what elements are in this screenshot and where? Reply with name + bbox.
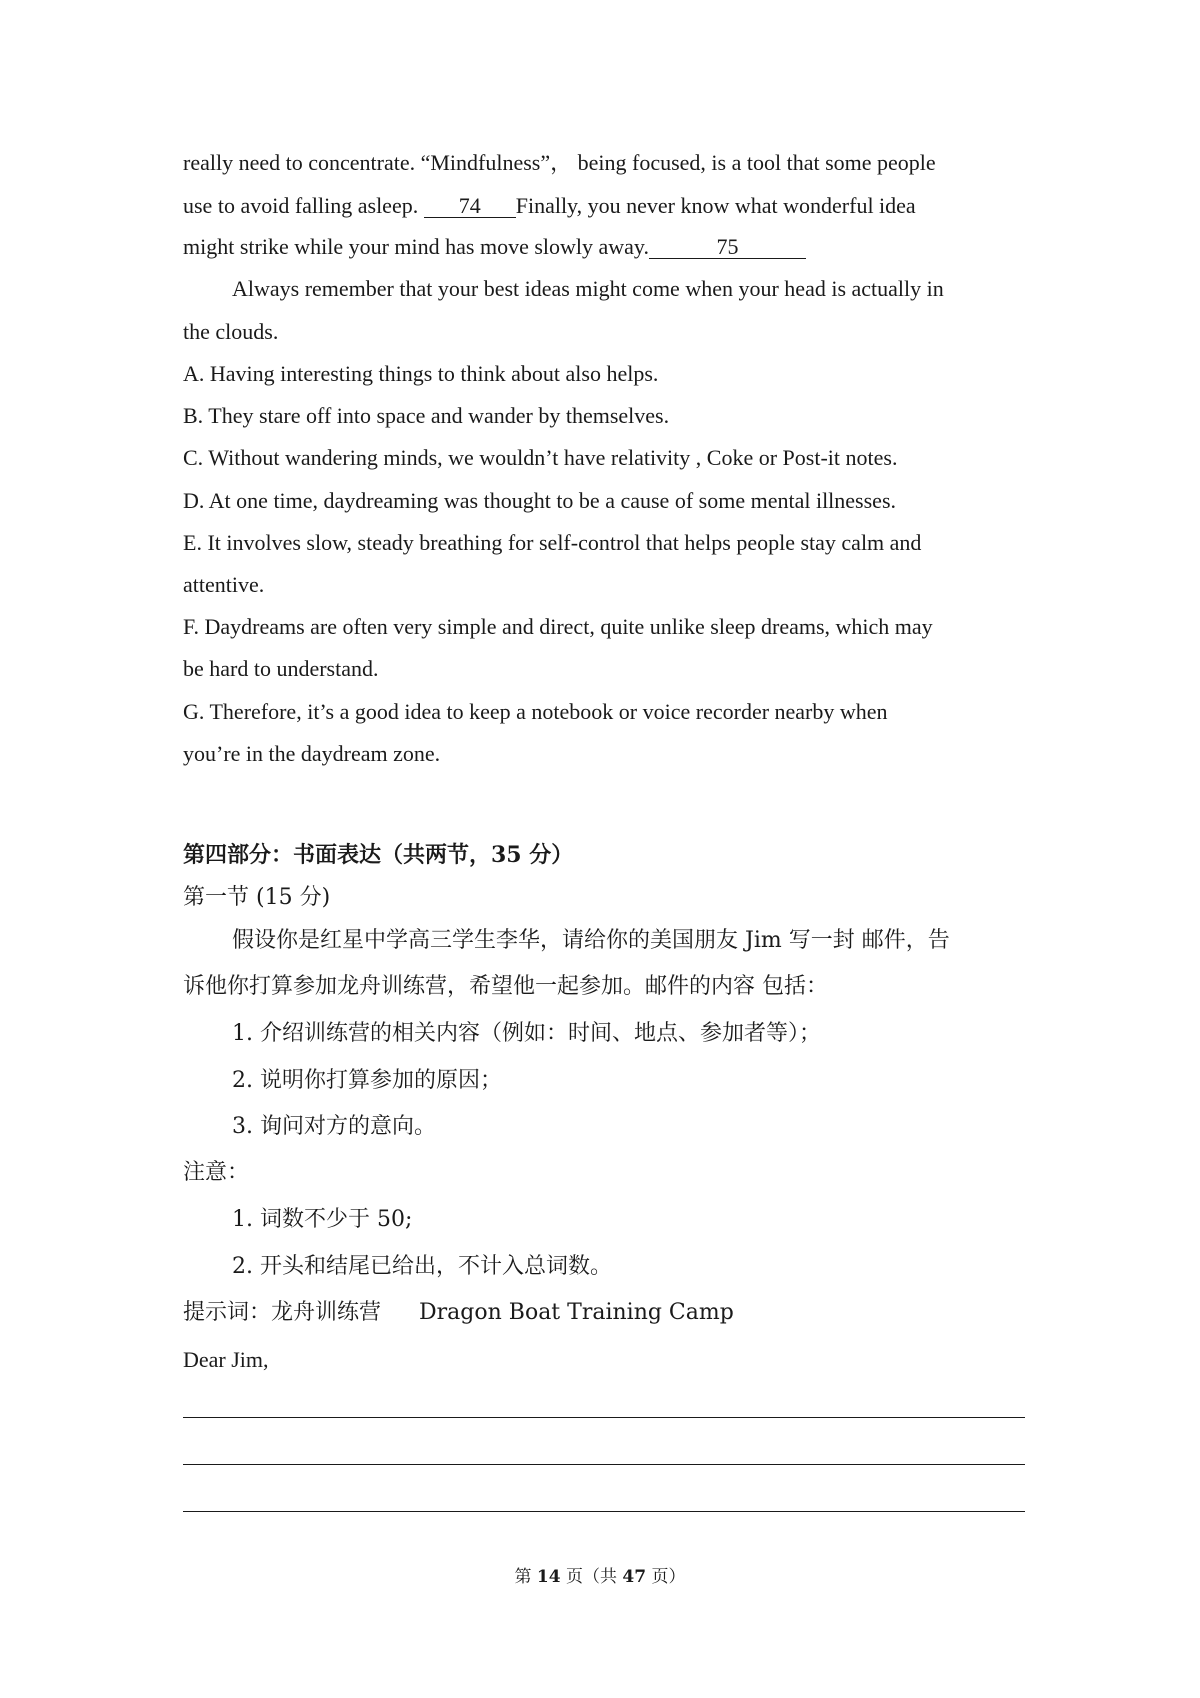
- passage-line: really need to concentrate. “Mindfulness”， being focused, is a tool that some people: [183, 150, 936, 175]
- passage-text: use to avoid falling asleep.: [183, 193, 424, 218]
- option-b: B. They stare off into space and wander by themselves.: [183, 403, 670, 428]
- answer-blank-75[interactable]: 75: [649, 236, 806, 259]
- note-item: 2. 开头和结尾已给出，不计入总词数。: [232, 1254, 612, 1279]
- option-g: G. Therefore, it’s a good idea to keep a notebook or voice recorder nearby when: [183, 699, 888, 724]
- passage-line: [183, 191, 916, 221]
- writing-line[interactable]: [183, 1511, 1025, 1512]
- footer-middle: 页（共: [560, 1567, 623, 1587]
- salutation: Dear Jim,: [183, 1347, 269, 1372]
- option-f: F. Daydreams are often very simple and direct, quite unlike sleep dreams, which may: [183, 614, 933, 639]
- note-item: 1. 词数不少于 50;: [232, 1207, 413, 1232]
- option-f-cont: be hard to understand.: [183, 656, 379, 681]
- page-footer: [0, 1564, 1200, 1590]
- hint-term: Dragon Boat Training Camp: [419, 1300, 734, 1325]
- hint-line: [183, 1298, 734, 1328]
- passage-line: [183, 232, 806, 262]
- hint-label: 提示词：龙舟训练营: [183, 1300, 382, 1325]
- option-e: E. It involves slow, steady breathing for self-control that helps people stay calm and: [183, 530, 922, 555]
- passage-text: might strike while your mind has move slowly away.: [183, 234, 650, 259]
- requirement-item: 1. 介绍训练营的相关内容（例如：时间、地点、参加者等）；: [232, 1021, 821, 1046]
- page-number: 14: [536, 1567, 561, 1587]
- footer-suffix: 页）: [646, 1567, 686, 1587]
- option-c: C. Without wandering minds, we wouldn’t have relativity , Coke or Post-it notes.: [183, 445, 898, 470]
- writing-line[interactable]: [183, 1417, 1025, 1418]
- total-pages: 47: [622, 1567, 647, 1587]
- passage-text: Finally, you never know what wonderful idea: [515, 193, 916, 218]
- footer-prefix: 第: [514, 1567, 537, 1587]
- subsection-heading: 第一节 (15 分): [183, 885, 331, 910]
- note-label: 注意：: [183, 1160, 250, 1185]
- section-heading: 第四部分：书面表达（共两节，35 分）: [183, 842, 574, 868]
- option-g-cont: you’re in the daydream zone.: [183, 741, 441, 766]
- option-e-cont: attentive.: [183, 572, 265, 597]
- option-a: A. Having interesting things to think about also helps.: [183, 361, 659, 386]
- option-d: D. At one time, daydreaming was thought to be a cause of some mental illnesses.: [183, 488, 897, 513]
- writing-line[interactable]: [183, 1464, 1025, 1465]
- prompt-line: 诉他你打算参加龙舟训练营，希望他一起参加。邮件的内容 包括：: [183, 974, 828, 999]
- prompt-line: 假设你是红星中学高三学生李华，请给你的美国朋友 Jim 写一封 邮件，告: [232, 928, 950, 953]
- passage-line: the clouds.: [183, 319, 279, 344]
- passage-line: Always remember that your best ideas might come when your head is actually in: [232, 276, 944, 301]
- answer-blank-74[interactable]: 74: [424, 195, 516, 218]
- requirement-item: 3. 询问对方的意向。: [232, 1114, 436, 1139]
- requirement-item: 2. 说明你打算参加的原因；: [232, 1068, 502, 1093]
